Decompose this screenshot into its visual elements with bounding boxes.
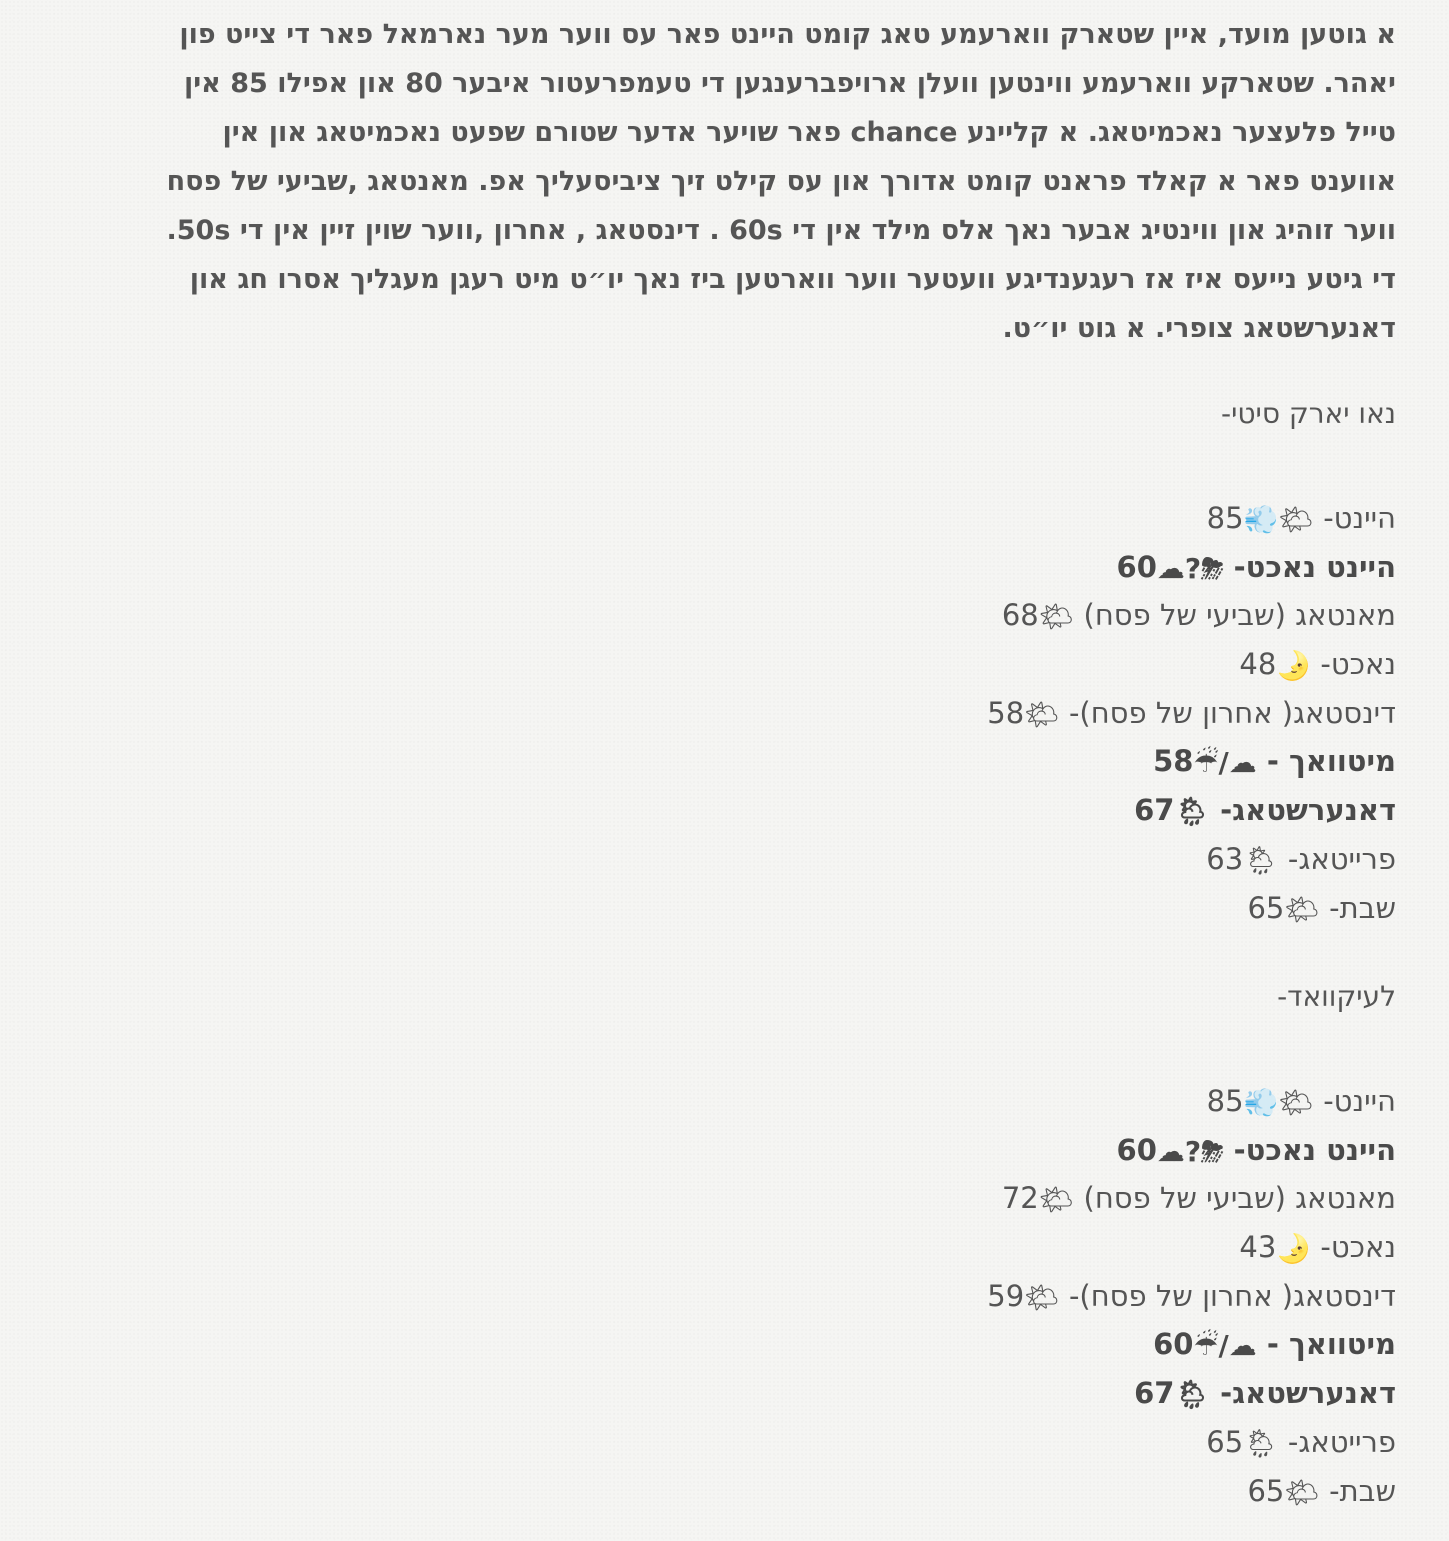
forecast-row — [987, 786, 1396, 835]
weather-icon: 🌛 — [1276, 1232, 1312, 1266]
forecast-day-label: שבת- — [1319, 890, 1396, 925]
intro-line: אווענט פאר א קאלד פראנט קומט אדורך און עס קילט זיך ציביסעליך אפ. מאנטאג ,שביעי של פסח — [166, 166, 1396, 197]
intro-line: דאנערשטאג צופרי. א גוט יו״ט. — [1002, 313, 1396, 344]
forecast-temperature: 58 — [987, 695, 1025, 730]
forecast-day-label: דאנערשטאג- — [1210, 793, 1396, 828]
weather-icon: ☁/☔ — [1193, 746, 1257, 780]
weather-icon: 🌤 — [1284, 892, 1320, 926]
weather-icon: 🌤 — [1038, 1183, 1075, 1217]
weather-icon: 🌤 — [1024, 697, 1060, 731]
forecast-day-label: פרייטאג- — [1278, 1424, 1396, 1459]
forecast-temperature: 63 — [1206, 841, 1244, 876]
forecast-temperature: 60 — [1153, 1327, 1194, 1362]
forecast-row — [987, 1467, 1396, 1516]
forecast-day-label: מיטוואך - — [1256, 1327, 1396, 1362]
weather-icon: 🌛 — [1276, 649, 1312, 683]
forecast-temperature: 85 — [1206, 1084, 1244, 1118]
forecast-row — [987, 1272, 1396, 1321]
forecast-row — [987, 1126, 1396, 1175]
forecast-row — [987, 1369, 1396, 1418]
forecast-temperature: 68 — [1001, 598, 1039, 633]
forecast-day-label: היינט- — [1313, 1084, 1396, 1118]
forecast-day-label: היינט נאכט- — [1223, 1132, 1396, 1167]
forecast-temperature: 85 — [1206, 501, 1244, 535]
intro-line: א גוטען מועד, איין שטארק ווארעמע טאג קומט היינט פאר עס ווער מער נארמאל פאר די צייט פון — [179, 19, 1396, 50]
forecast-temperature: 65 — [1247, 890, 1285, 925]
forecast-day-label: נאכט- — [1311, 1230, 1396, 1265]
weather-icon: 🌦 — [1243, 1426, 1279, 1460]
weather-icon: ⛈?☁ — [1156, 1134, 1224, 1168]
weather-icon: 🌦 — [1174, 1378, 1211, 1412]
forecast-day-label: מאנטאג (שביעי של פסח) — [1074, 1181, 1396, 1216]
forecast-row — [987, 1418, 1396, 1467]
intro-line: יאהר. שטארקע ווארעמע ווינטען וועלן ארויפברענגען די טעמפרעטור איבער 80 און אפילו 85 אין — [183, 68, 1396, 99]
forecast-day-label: נאכט- — [1311, 647, 1396, 682]
forecast-temperature: 65 — [1206, 1424, 1244, 1459]
weather-icon: 🌦 — [1243, 843, 1279, 877]
forecast-row — [987, 591, 1396, 640]
intro-line: טייל פלעצער נאכמיטאג. א קליינע chance פאר שויער אדער שטורם שפעט נאכמיטאג און אין — [222, 117, 1396, 148]
weather-icon: 🌤 — [1038, 600, 1075, 634]
forecast-day-label: מאנטאג (שביעי של פסח) — [1074, 598, 1396, 633]
forecast-temperature: 60 — [1116, 1132, 1157, 1167]
forecast-temperature: 48 — [1239, 647, 1277, 682]
section-title-nyc: נאו יארק סיטי- — [1221, 397, 1396, 430]
weather-icon: ☁/☔ — [1193, 1329, 1257, 1363]
forecast-temperature: 43 — [1239, 1230, 1277, 1265]
forecast-list-lakewood — [987, 1077, 1396, 1515]
forecast-day-label: פרייטאג- — [1278, 841, 1396, 876]
forecast-day-label: דינסטאג( אחרון של פסח)- — [1059, 695, 1396, 730]
forecast-row — [987, 1223, 1396, 1272]
forecast-row — [987, 884, 1396, 933]
forecast-temperature: 65 — [1247, 1473, 1285, 1508]
forecast-row — [987, 689, 1396, 738]
forecast-day-label: מיטוואך - — [1256, 744, 1396, 779]
forecast-row — [987, 835, 1396, 884]
intro-line: ווער זוהיג און ווינטיג אבער נאך אלס מילד אין די 60s . דינסטאג , אחרון ,ווער שוין זיין אין די 50s. — [166, 215, 1396, 246]
forecast-day-label: היינט נאכט- — [1223, 549, 1396, 584]
forecast-row — [987, 737, 1396, 786]
weather-icon: 🌤 — [1024, 1280, 1060, 1314]
forecast-temperature: 67 — [1134, 1376, 1175, 1411]
weather-icon: 🌦 — [1174, 795, 1211, 829]
forecast-row — [987, 640, 1396, 689]
forecast-temperature: 72 — [1001, 1181, 1039, 1216]
forecast-row — [987, 1320, 1396, 1369]
forecast-row — [987, 1174, 1396, 1223]
forecast-day-label: שבת- — [1319, 1473, 1396, 1508]
forecast-temperature: 58 — [1153, 744, 1194, 779]
forecast-row — [987, 494, 1396, 543]
forecast-temperature: 67 — [1134, 793, 1175, 828]
weather-icon: ⛈?☁ — [1156, 551, 1224, 585]
forecast-day-label: דינסטאג( אחרון של פסח)- — [1059, 1278, 1396, 1313]
forecast-temperature: 59 — [987, 1278, 1025, 1313]
forecast-intro-paragraph — [76, 10, 1396, 353]
weather-icon: 🌤💨 — [1243, 503, 1314, 536]
forecast-list-nyc — [987, 494, 1396, 932]
intro-line: די גיטע נייעס איז אז רעגענדיגע וועטער ווער ווארטען ביז נאך יו״ט מיט רעגן מעגליך אסרו חג און — [189, 264, 1396, 295]
weather-icon: 🌤 — [1284, 1475, 1320, 1509]
weather-icon: 🌤💨 — [1243, 1086, 1314, 1119]
forecast-day-label: דאנערשטאג- — [1210, 1376, 1396, 1411]
forecast-row — [987, 1077, 1396, 1126]
forecast-day-label: היינט- — [1313, 501, 1396, 535]
section-title-lakewood: לעיקוואד- — [1277, 980, 1396, 1013]
forecast-row — [987, 543, 1396, 592]
forecast-temperature: 60 — [1116, 549, 1157, 584]
